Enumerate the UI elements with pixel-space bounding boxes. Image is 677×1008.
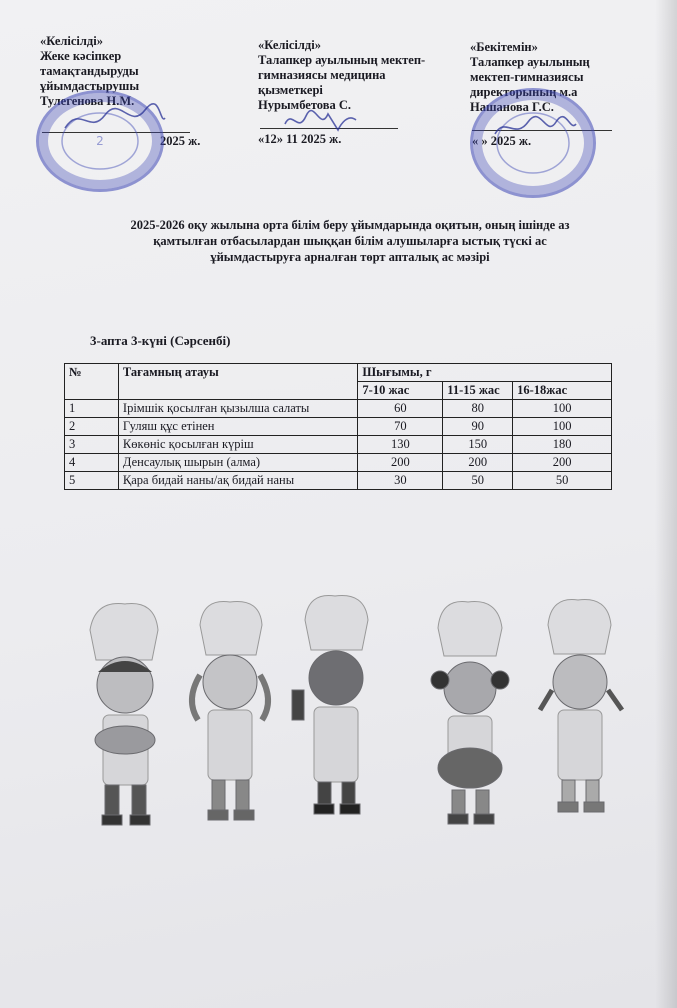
menu-table <box>64 363 612 490</box>
dish-name: Гуляш құс етінен <box>118 418 358 436</box>
row-number: 3 <box>65 436 119 454</box>
approval-line: Талапкер ауылының <box>470 55 590 69</box>
yield-value: 90 <box>443 418 513 436</box>
title-line: ұйымдастыруға арналған төрт апталық ас мәзірі <box>210 250 490 264</box>
yield-value: 100 <box>513 400 612 418</box>
dish-name: Көкөніс қосылған күріш <box>118 436 358 454</box>
row-number: 5 <box>65 472 119 490</box>
approval-date-3: « » 2025 ж. <box>472 134 532 148</box>
table-row <box>65 418 612 436</box>
approval-heading: «Келісілді» <box>40 34 103 48</box>
approval-line: мектеп-гимназиясы <box>470 70 584 84</box>
document-title <box>70 217 630 265</box>
approval-line: тамақтандыруды <box>40 64 139 78</box>
approval-heading: «Келісілді» <box>258 38 321 52</box>
approval-line: гимназиясы медицина <box>258 68 386 82</box>
yield-value: 100 <box>513 418 612 436</box>
yield-value: 80 <box>443 400 513 418</box>
approval-line: директорының м.а <box>470 85 578 99</box>
header-age-group: 11-15 жас <box>443 382 513 400</box>
page-edge-shadow <box>655 0 677 1008</box>
approval-block-2 <box>258 38 425 113</box>
approval-line: қызметкері <box>258 83 323 97</box>
table-header-row <box>65 364 612 382</box>
approval-heading: «Бекітемін» <box>470 40 538 54</box>
chef-child <box>540 600 622 812</box>
chef-child <box>90 604 158 825</box>
title-line: қамтылған отбасылардан шыққан білім алушыларға ыстық түскі ас <box>153 234 547 248</box>
yield-value: 180 <box>513 436 612 454</box>
yield-value: 60 <box>358 400 443 418</box>
dish-name: Ірімшік қосылған қызылша салаты <box>118 400 358 418</box>
chef-child <box>292 596 368 815</box>
header-age-group: 7-10 жас <box>358 382 443 400</box>
header-age-group: 16-18жас <box>513 382 612 400</box>
svg-text:2: 2 <box>96 134 104 148</box>
row-number: 4 <box>65 454 119 472</box>
dish-name: Қара бидай наны/ақ бидай наны <box>118 472 358 490</box>
header-number: № <box>65 364 119 400</box>
yield-value: 150 <box>443 436 513 454</box>
table-row <box>65 472 612 490</box>
yield-value: 200 <box>513 454 612 472</box>
table-row <box>65 454 612 472</box>
table-row <box>65 400 612 418</box>
yield-value: 50 <box>443 472 513 490</box>
week-day-subtitle: 3-апта 3-күні (Сәрсенбі) <box>90 333 231 348</box>
approval-date-1: 2025 ж. <box>160 134 201 148</box>
yield-value: 50 <box>513 472 612 490</box>
yield-value: 130 <box>358 436 443 454</box>
chef-child <box>192 601 268 820</box>
yield-value: 70 <box>358 418 443 436</box>
approval-line: Жеке кәсіпкер <box>40 49 122 63</box>
approval-line: Нашанова Г.С. <box>470 100 554 114</box>
header-dish-name: Тағамның атауы <box>118 364 358 400</box>
handwritten-signature <box>60 100 170 140</box>
dish-name: Денсаулық шырын (алма) <box>118 454 358 472</box>
handwritten-signature <box>280 104 360 140</box>
handwritten-signature <box>490 110 580 146</box>
yield-value: 200 <box>443 454 513 472</box>
row-number: 1 <box>65 400 119 418</box>
approval-line: Нурымбетова С. <box>258 98 352 112</box>
approval-date-2: «12» 11 2025 ж. <box>258 132 342 146</box>
approval-line: ұйымдастырушы <box>40 79 140 93</box>
header-yield: Шығымы, г <box>358 364 612 382</box>
chef-children-illustration <box>70 590 640 840</box>
table-row <box>65 436 612 454</box>
approval-line: Тулегенова Н.М. <box>40 94 135 108</box>
approval-line: Талапкер ауылының мектеп- <box>258 53 426 67</box>
chef-child <box>431 602 509 824</box>
title-line: 2025-2026 оқу жылына орта білім беру ұйымдарында оқитын, оның ішінде аз <box>130 218 570 232</box>
row-number: 2 <box>65 418 119 436</box>
yield-value: 30 <box>358 472 443 490</box>
yield-value: 200 <box>358 454 443 472</box>
